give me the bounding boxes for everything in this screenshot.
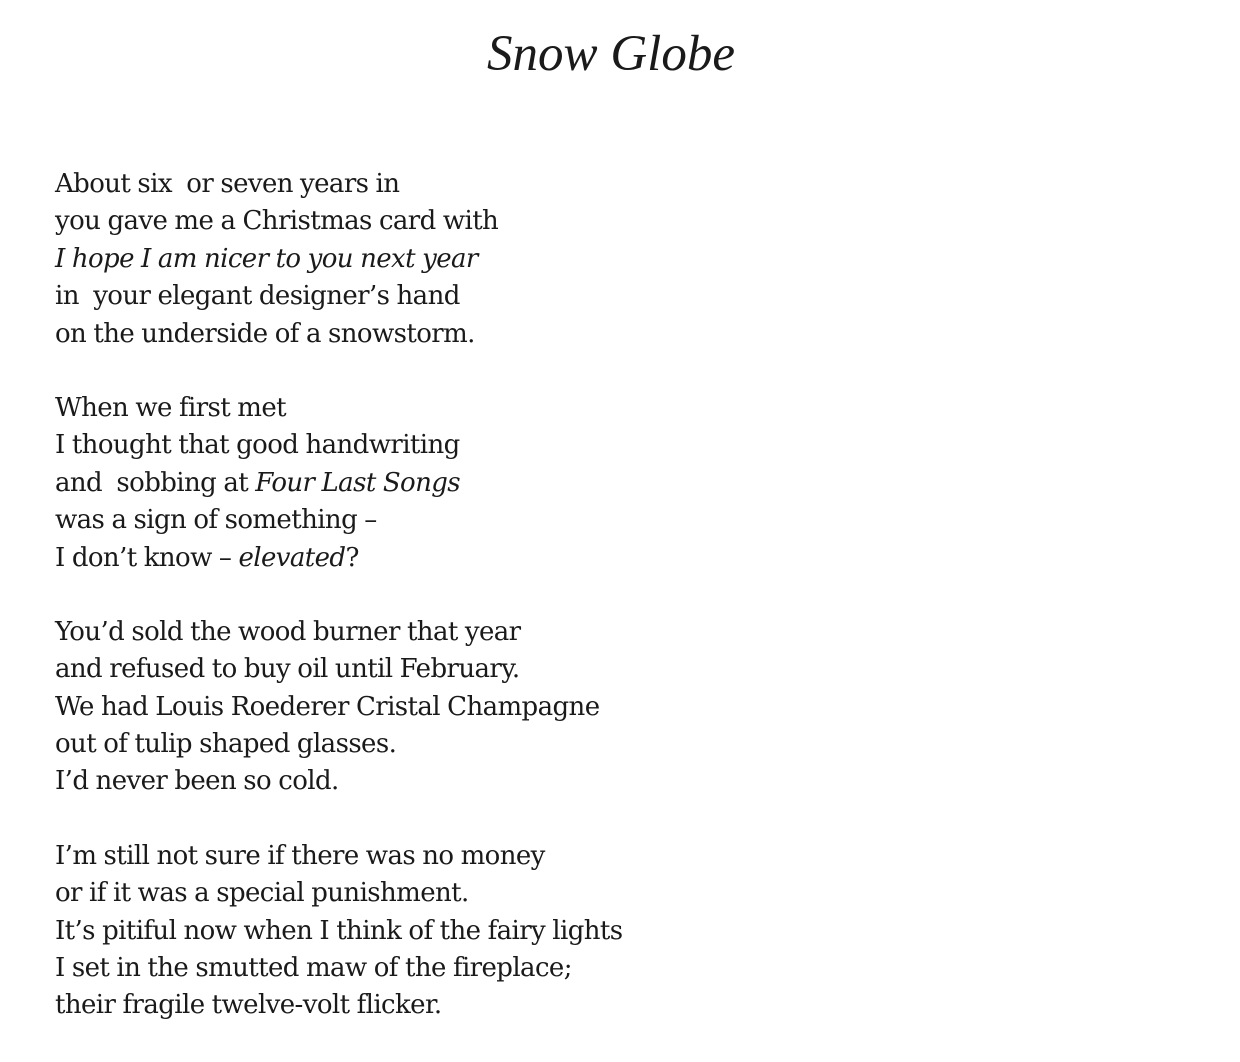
poem-line [55, 913, 1155, 950]
line-text: You’d sold the wood burner that year [55, 616, 521, 647]
poem-line [55, 950, 1155, 987]
line-text: I thought that good handwriting [55, 430, 460, 461]
line-text: I’m still not sure if there was no money [55, 840, 545, 871]
poem-line [55, 203, 1155, 240]
poem-line [55, 502, 1155, 539]
line-text: on the underside of a snowstorm. [55, 318, 475, 349]
poem-line [55, 427, 1155, 464]
italic-text: I hope I am nicer to you next year [55, 243, 478, 274]
line-text: When we first met [55, 392, 286, 423]
line-text: I don’t know – [55, 542, 239, 573]
line-text: or if it was a special punishment. [55, 878, 469, 909]
poem-line [55, 689, 1155, 726]
poem-line [55, 614, 1155, 651]
line-text: and sobbing at [55, 467, 256, 498]
poem-body [55, 166, 1155, 1062]
line-text: I’d never been so cold. [55, 766, 339, 797]
poem-line [55, 763, 1155, 800]
poem-line [55, 316, 1155, 353]
poem-line [55, 875, 1155, 912]
italic-text: Four Last Songs [255, 467, 461, 498]
poem-line [55, 166, 1155, 203]
line-text: I set in the smutted maw of the fireplace; [55, 953, 572, 984]
poem-line [55, 465, 1155, 502]
poem-line [55, 278, 1155, 315]
line-text: was a sign of something – [55, 505, 377, 536]
poem-line [55, 651, 1155, 688]
line-text: out of tulip shaped glasses. [55, 729, 397, 760]
poem-line [55, 987, 1155, 1024]
poem-title: Snow Globe [487, 26, 735, 82]
line-text: you gave me a Christmas card with [55, 206, 499, 237]
stanza-2 [55, 390, 1155, 577]
line-text: ? [345, 542, 359, 573]
stanza-3 [55, 614, 1155, 801]
poem-line [55, 390, 1155, 427]
stanza-1 [55, 166, 1155, 353]
line-text: About six or seven years in [55, 169, 400, 199]
line-text: It’s pitiful now when I think of the fairy lights [55, 915, 623, 946]
italic-text: elevated [238, 542, 346, 573]
poem-line [55, 838, 1155, 875]
line-text: their fragile twelve-volt flicker. [55, 990, 442, 1021]
stanza-4 [55, 838, 1155, 1025]
line-text: in your elegant designer’s hand [55, 281, 460, 312]
line-text: and refused to buy oil until February. [55, 654, 520, 685]
poem-line [55, 241, 1155, 278]
line-text: We had Louis Roederer Cristal Champagne [55, 691, 600, 722]
poem-line [55, 726, 1155, 763]
poem-line [55, 540, 1155, 577]
